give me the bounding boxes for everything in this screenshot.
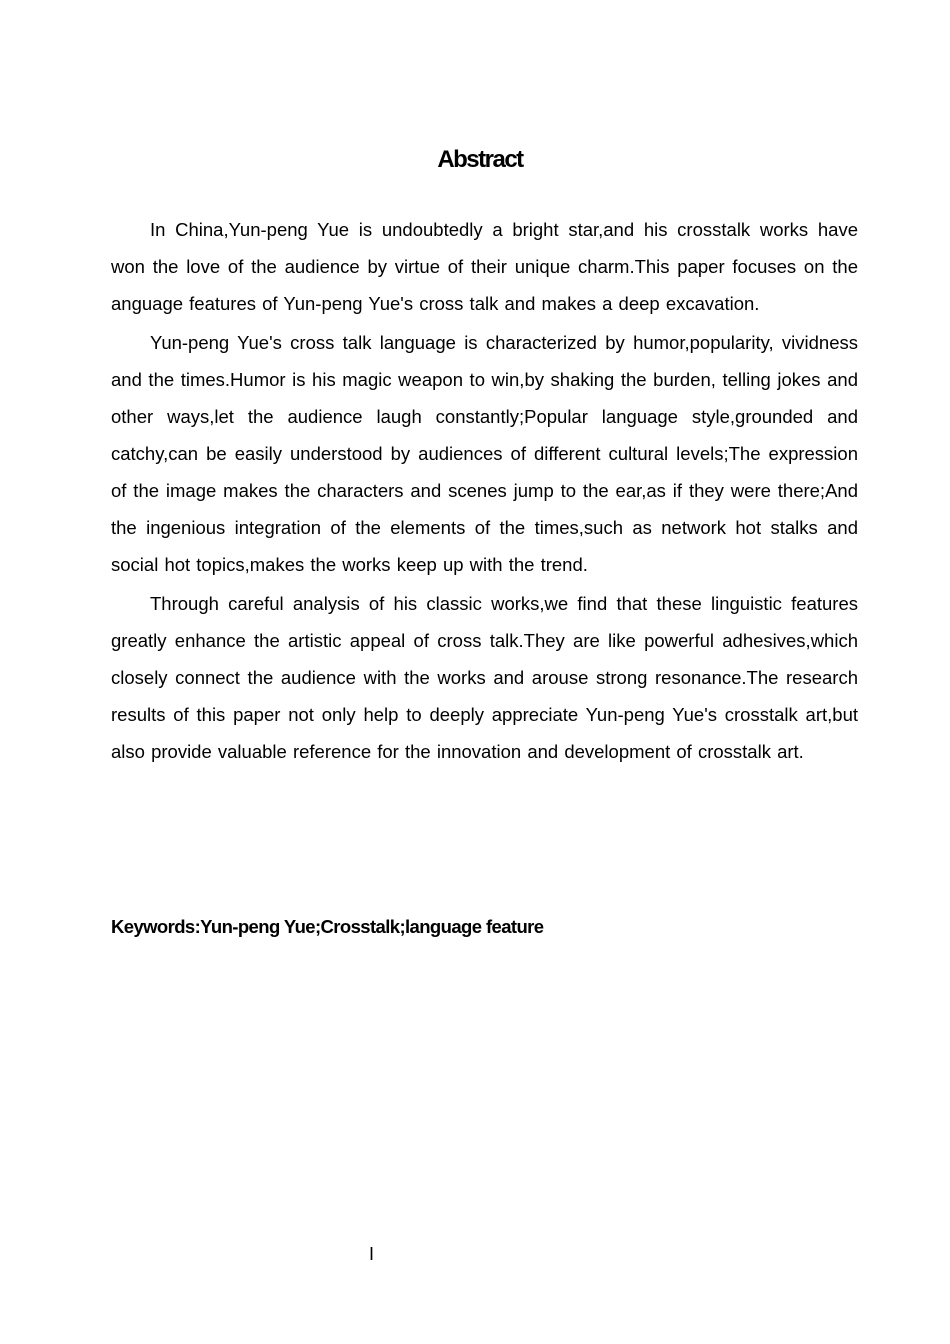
abstract-paragraph-3: Through careful analysis of his classic works,we find that these linguistic features greatly enhance the artistic appeal of cross talk.They are like powerful adhesives,which closely connect the audience with the works and arouse strong resonance.The research results of this paper not only help to deeply appreciate Yun-peng Yue's crosstalk art,but also provide valuable reference for the innovation and development of crosstalk art.	[111, 593, 858, 762]
abstract-paragraph-1: In China,Yun-peng Yue is undoubtedly a bright star,and his crosstalk works have won the love of the audience by virtue of their unique charm.This paper focuses on the anguage features of Yun-peng Yue's cross talk and makes a deep excavation.	[111, 219, 858, 314]
page-number: I	[369, 1244, 375, 1264]
abstract-body	[111, 211, 858, 772]
abstract-title: Abstract	[437, 146, 523, 173]
abstract-paragraph-2: Yun-peng Yue's cross talk language is characterized by humor,popularity, vividness and the times.Humor is his magic weapon to win,by shaking the burden, telling jokes and other ways,let the audience laugh constantly;Popular language style,grounded and catchy,can be easily understood by audiences of different cultural levels;The expression of the image makes the characters and scenes jump to the ear,as if they were there;And the ingenious integration of the elements of the times,such as network hot stalks and social hot topics,makes the works keep up with the trend.	[111, 332, 858, 575]
keywords-line: Keywords:Yun-peng Yue;Crosstalk;language feature	[111, 916, 544, 937]
